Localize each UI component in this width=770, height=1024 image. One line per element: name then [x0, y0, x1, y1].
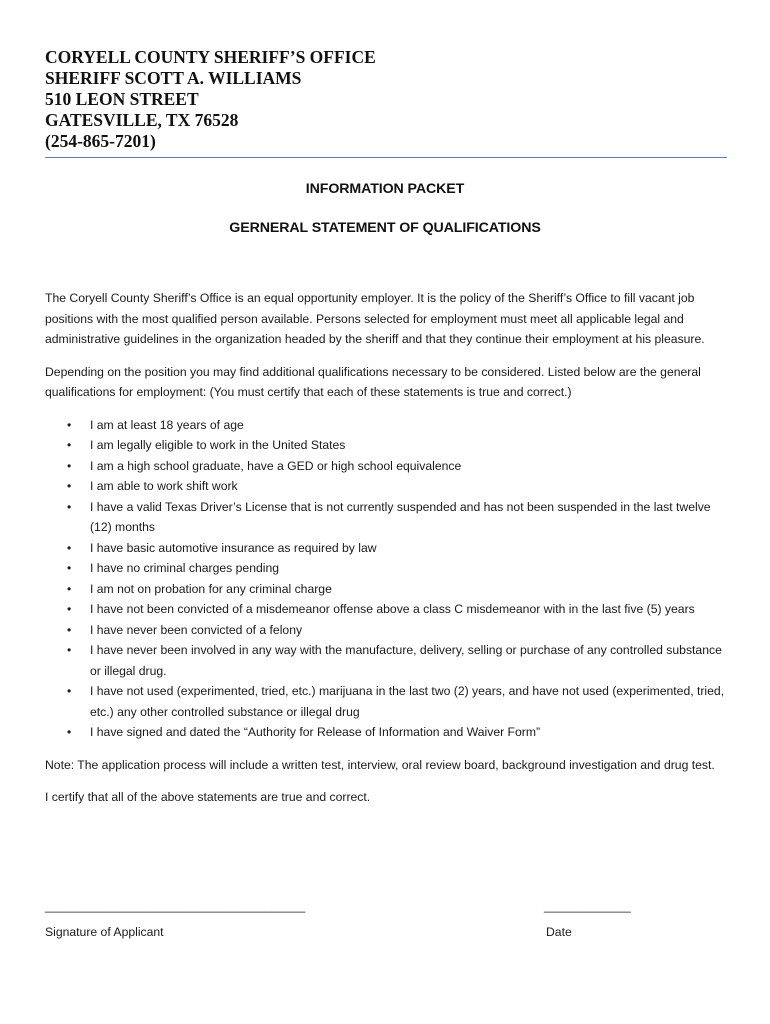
bullet-icon: • [67, 581, 72, 596]
bullet-icon: • [67, 479, 72, 493]
packet-title: INFORMATION PACKET [305, 181, 465, 197]
bullet-icon: • [67, 561, 72, 575]
header-divider [45, 157, 727, 158]
certify-paragraph: I certify that all of the above statements are true and correct. [45, 790, 371, 804]
note-paragraph: Note: The application process will include a written test, interview, oral review board, background investigation and drug test. [45, 757, 715, 772]
list-item: • I have signed and dated the “Authority for Release of Information and Waiver Form” [45, 722, 735, 743]
bullet-icon: • [67, 622, 72, 637]
list-item: • I am at least 18 years of age [45, 415, 735, 436]
depending-paragraph: Depending on the position you may find additional qualifications necessary to be considered. Listed below are the general qualifications for employment: (You must certify that each of these statements is true and correct.) [45, 364, 701, 399]
applicant-signature-label: Signature of Applicant [45, 925, 164, 939]
list-item: • I am a high school graduate, have a GED or high school equivalence [45, 456, 735, 477]
bullet-icon: • [67, 684, 72, 698]
bullet-icon: • [67, 643, 72, 657]
list-item: • I have no criminal charges pending [45, 558, 735, 579]
list-item: • I have not been convicted of a misdemeanor offense above a class C misdemeanor with in the last five (5) years [45, 599, 735, 620]
date-label: Date [546, 925, 572, 939]
document-body [45, 288, 735, 820]
list-item: • I am legally eligible to work in the United States [45, 435, 735, 456]
letterhead [45, 47, 725, 152]
bullet-icon: • [67, 602, 72, 616]
list-item: • I have basic automotive insurance as required by law [45, 538, 735, 559]
list-item: • I have not used (experimented, tried, etc.) marijuana in the last two (2) years, and have not used (experimented, tried, etc.) any other controlled substance or illegal drug [45, 681, 735, 722]
bullet-icon: • [67, 540, 72, 555]
bullet-icon: • [67, 417, 72, 432]
bullet-icon: • [67, 458, 72, 473]
list-item: • I am able to work shift work [45, 476, 735, 497]
letterhead-office: CORYELL COUNTY SHERIFF’S OFFICE [45, 47, 376, 67]
qualifications-list [45, 415, 735, 743]
bullet-icon: • [67, 725, 72, 739]
applicant-signature-line[interactable]: _______________________________________ [45, 899, 306, 913]
bullet-icon: • [67, 499, 72, 514]
list-item: • I am not on probation for any criminal charge [45, 579, 735, 600]
list-item: • I have never been convicted of a felony [45, 620, 735, 641]
statement-title: GERNERAL STATEMENT OF QUALIFICATIONS [229, 220, 541, 236]
letterhead-phone: (254-865-7201) [45, 131, 156, 151]
letterhead-sheriff: SHERIFF SCOTT A. WILLIAMS [45, 68, 302, 88]
list-item: • I have a valid Texas Driver’s License that is not currently suspended and has not been suspended in the last twelve (12) months [45, 497, 735, 538]
bullet-icon: • [67, 438, 72, 452]
date-line[interactable]: _____________ [544, 899, 631, 913]
list-item: • I have never been involved in any way with the manufacture, delivery, selling or purchase of any controlled substance or illegal drug. [45, 640, 735, 681]
intro-paragraph: The Coryell County Sheriff’s Office is an equal opportunity employer. It is the policy of the Sheriff’s Office to fill vacant job positions with the most qualified person available. Persons selected for employment must meet all applicable legal and administrative guidelines in the organization headed by the sheriff and that they continue their employment at his pleasure. [45, 291, 705, 346]
letterhead-city: GATESVILLE, TX 76528 [45, 110, 239, 130]
letterhead-street: 510 LEON STREET [45, 89, 199, 109]
